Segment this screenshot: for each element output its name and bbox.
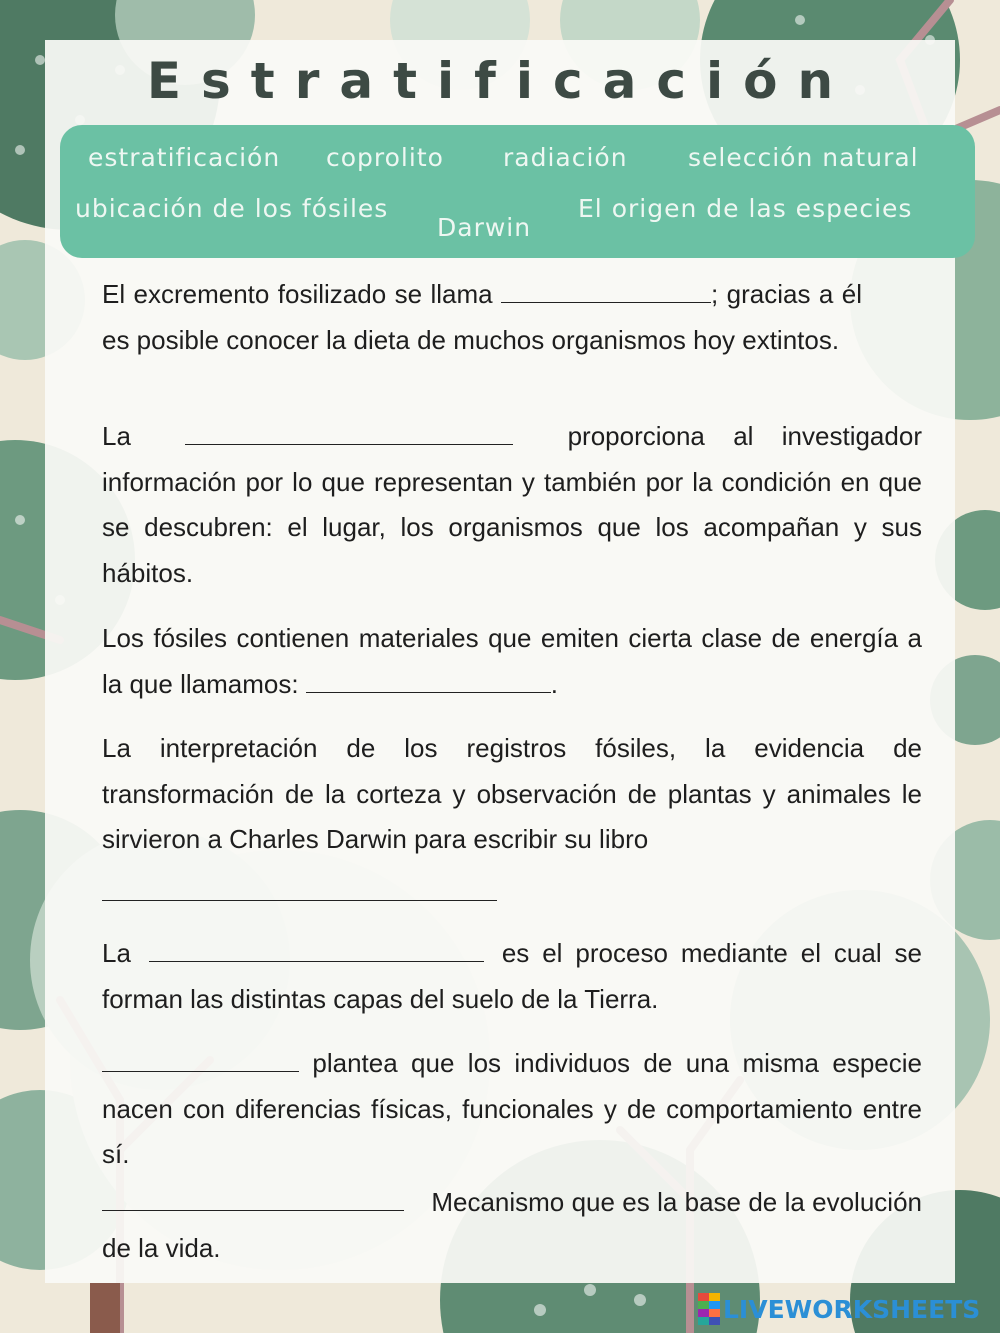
paragraph-radiation [102, 616, 922, 707]
paragraph-text: Los fósiles contienen materiales que emiten cierta clase de energía a la que llamamos: [102, 623, 922, 699]
word-bank-item: El origen de las especies [578, 194, 913, 223]
liveworksheets-logo-icon [698, 1293, 720, 1325]
word-bank-item: Darwin [437, 213, 532, 242]
paragraph-darwin-book [102, 726, 922, 863]
liveworksheets-brand [698, 1293, 980, 1325]
answer-blank-5[interactable] [149, 939, 484, 962]
word-bank-item: ubicación de los fósiles [75, 194, 389, 223]
paragraph-fossil-location [102, 414, 922, 596]
paragraph-text: él es posible conocer la dieta de muchos organismos hoy extintos. [102, 279, 862, 355]
paragraph-text: proporciona al investigador información por lo que representan y también por la condición en que se descubren: el lugar, los organismos que los acompañan y sus hábitos. [102, 421, 922, 588]
answer-blank-3[interactable] [306, 670, 551, 693]
worksheet-title: Estratificación [146, 52, 854, 110]
paragraph-coprolite [102, 272, 862, 363]
brand-name: LIVEWORKSHEETS [723, 1294, 981, 1324]
paragraph-text: El excremento fosilizado se llama [102, 279, 493, 309]
answer-blank-1[interactable] [501, 280, 711, 303]
word-bank-item: radiación [503, 143, 628, 172]
paragraph-text: Mecanismo que es la base de la evolución de la vida. [102, 1187, 922, 1263]
word-bank [60, 125, 975, 258]
paragraph-text: La [102, 938, 131, 968]
paragraph-natural-selection [102, 1180, 922, 1271]
paragraph-darwin-theory [102, 1041, 922, 1178]
paragraph-text: es el proceso mediante el cual se forman las distintas capas del suelo de la Tierra. [102, 938, 923, 1014]
word-bank-item: estratificación [88, 143, 281, 172]
paragraph-stratification [102, 931, 922, 1022]
answer-blank-7[interactable] [102, 1188, 404, 1211]
answer-blank-2[interactable] [185, 422, 513, 445]
answer-blank-6[interactable] [102, 1049, 299, 1072]
word-bank-item: coprolito [326, 143, 444, 172]
paragraph-text: La interpretación de los registros fósiles, la evidencia de transformación de la corteza y observación de plantas y animales le sirvieron a Charles Darwin para escribir su libro [102, 733, 922, 854]
paragraph-text: La [102, 421, 131, 451]
paragraph-text: ; gracias a [711, 279, 834, 309]
answer-blank-4[interactable] [102, 878, 497, 901]
paragraph-text: . [550, 668, 559, 699]
paragraph-text: plantea que los individuos de una misma especie nacen con diferencias físicas, funcionales y de comportamiento entre sí. [102, 1048, 922, 1169]
word-bank-item: selección natural [688, 143, 919, 172]
